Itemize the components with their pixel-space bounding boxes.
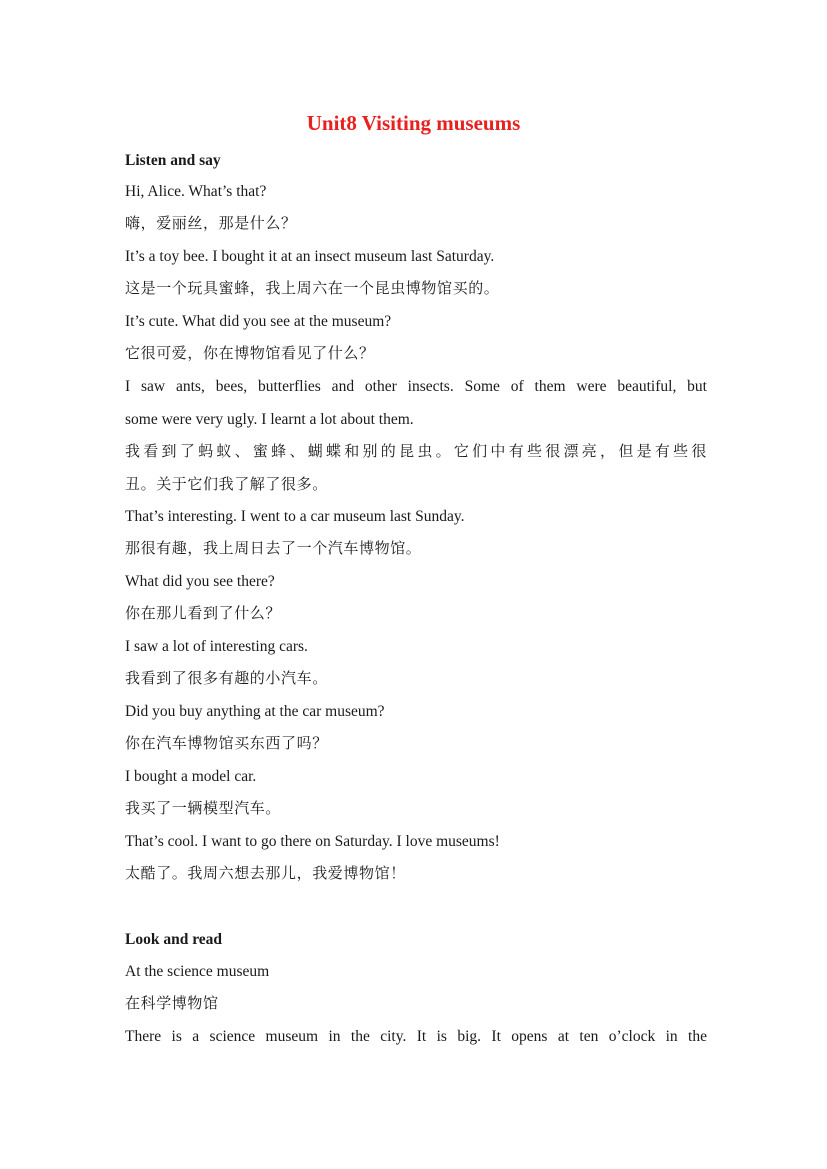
dialogue-line-en: Did you buy anything at the car museum? bbox=[125, 703, 385, 720]
dialogue-line-en: What did you see there? bbox=[125, 573, 275, 590]
dialogue-line-zh: 我看到了很多有趣的小汽车。 bbox=[125, 669, 328, 687]
dialogue-line-zh: 它很可爱，你在博物馆看见了什么？ bbox=[125, 344, 375, 362]
section-heading-listen-and-say: Listen and say bbox=[125, 152, 221, 169]
dialogue-line-zh: 嗨，爱丽丝，那是什么？ bbox=[125, 214, 297, 232]
dialogue-line-zh: 我看到了蚂蚁、蜜蜂、蝴蝶和别的昆虫。它们中有些很漂亮，但是有些很 bbox=[125, 442, 707, 460]
reading-line-zh: 在科学博物馆 bbox=[125, 994, 219, 1012]
dialogue-line-en: Hi, Alice. What’s that? bbox=[125, 183, 267, 200]
dialogue-line-zh: 我买了一辆模型汽车。 bbox=[125, 799, 282, 817]
dialogue-line-zh: 这是一个玩具蜜蜂，我上周六在一个昆虫博物馆买的。 bbox=[125, 279, 500, 297]
section-heading-look-and-read: Look and read bbox=[125, 931, 223, 948]
dialogue-line-zh: 丑。关于它们我了解了很多。 bbox=[125, 475, 328, 493]
reading-line-en: There is a science museum in the city. It is big. It opens at ten o’clock in the bbox=[125, 1028, 707, 1045]
dialogue-line-en: I bought a model car. bbox=[125, 768, 257, 785]
dialogue-line-zh: 你在汽车博物馆买东西了吗？ bbox=[125, 734, 328, 752]
dialogue-line-en: It’s cute. What did you see at the museum? bbox=[125, 313, 392, 330]
dialogue-line-en: That’s cool. I want to go there on Saturday. I love museums! bbox=[125, 833, 500, 850]
dialogue-line-zh: 你在那儿看到了什么？ bbox=[125, 604, 282, 622]
dialogue-line-en: That’s interesting. I went to a car museum last Sunday. bbox=[125, 508, 465, 525]
dialogue-line-en: some were very ugly. I learnt a lot about them. bbox=[125, 411, 414, 428]
dialogue-line-en: I saw a lot of interesting cars. bbox=[125, 638, 308, 655]
dialogue-line-zh: 那很有趣，我上周日去了一个汽车博物馆。 bbox=[125, 539, 422, 557]
dialogue-line-zh: 太酷了。我周六想去那儿，我爱博物馆！ bbox=[125, 864, 406, 882]
dialogue-line-en: It’s a toy bee. I bought it at an insect museum last Saturday. bbox=[125, 248, 495, 265]
document-title: Unit8 Visiting museums bbox=[306, 111, 521, 135]
dialogue-line-en: I saw ants, bees, butterflies and other insects. Some of them were beautiful, but bbox=[125, 378, 707, 395]
reading-line-en: At the science museum bbox=[125, 963, 270, 980]
